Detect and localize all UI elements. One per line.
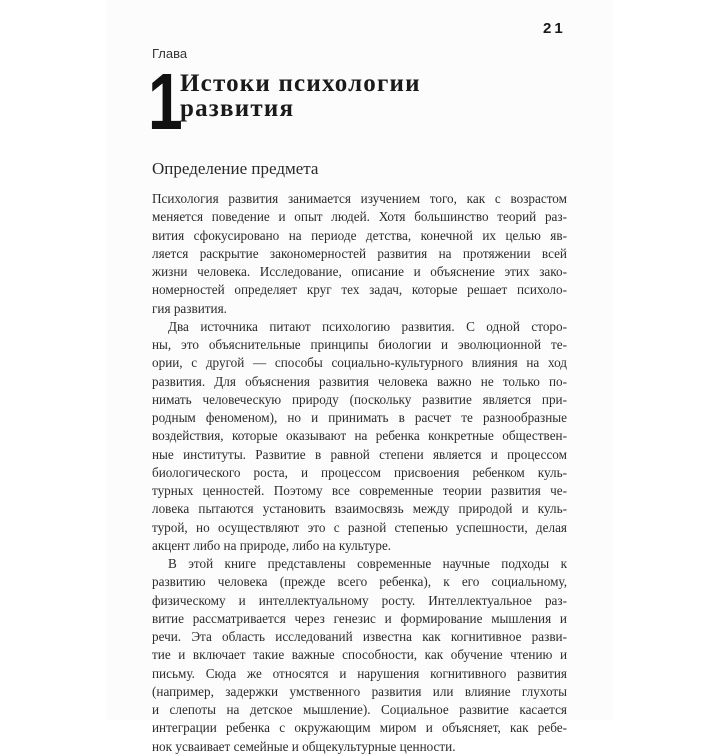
text-line: развитию человека (прежде всего ребенка), к его социальному, [152, 574, 567, 590]
paragraph [152, 318, 567, 555]
text-line: В этой книге представлены современные научные подходы к [168, 556, 567, 571]
chapter-title [180, 71, 421, 121]
text-line: ны, это объяснительные принципы биологии и эволюционной те- [152, 337, 567, 352]
text-line: тие и включает такие важные способности, как обучение чтению и [152, 647, 567, 663]
text-line: ории, с другой — способы социально-культурного влияния на ход [152, 355, 567, 371]
text-line: Два источника питают психологию развития. С одной сторо- [168, 318, 567, 334]
text-line: ляется раскрытие закономерностей развития на протяжении всей [152, 245, 567, 261]
text-line: письму. Сюда же относятся и нарушения когнитивного развития [152, 665, 567, 681]
text-line: речи. Эта область исследований известна как когнитивное разви- [152, 629, 567, 644]
text-line: родным феноменом), но и принимать в расчет те разнообразные [152, 410, 567, 425]
text-line: гия развития. [152, 300, 227, 316]
text-line: ловека пытаются установить взаимосвязь между природой и куль- [152, 501, 567, 517]
text-line: развития. Для объяснения развития человека важно не только по- [152, 373, 567, 389]
text-line: турой, но осуществляют это с разной степенью успешности, делая [152, 519, 567, 535]
text-line: нок усваивает семейные и общекультурные ценности. [152, 738, 456, 754]
section-heading: Определение предмета [152, 159, 319, 178]
text-line: биологического роста, и процессом присвоения ребенком куль- [152, 464, 567, 480]
chapter-title-line: Истоки психологии [180, 70, 421, 97]
text-line: физическому и интеллектуальному росту. Интеллектуальное раз- [152, 592, 567, 608]
text-line: меняется поведение и опыт людей. Хотя большинство теорий раз- [152, 209, 567, 225]
text-line: турных ценностей. Поэтому все современные теории развития че- [152, 483, 567, 498]
chapter-number: 1 [148, 57, 183, 146]
text-line: ные институты. Развитие в равной степени является и процессом [152, 446, 567, 462]
text-line: вития сфокусировано на периоде детства, конечной их целью яв- [152, 227, 567, 243]
text-line: интеграции ребенка с окружающим миром и объясняет, как ребе- [152, 720, 567, 736]
body-text [152, 190, 567, 756]
text-line: и слепоты на детское мышление). Социальное развитие касается [152, 702, 567, 717]
text-line: воздействия, которые оказывают на ребенка конкретные обществен- [152, 428, 567, 444]
text-line: (например, задержки умственного развития или влияние глухоты [152, 683, 567, 699]
text-line: Психология развития занимается изучением того, как с возрастом [152, 191, 567, 206]
text-line: витие рассматривается через генезис и формирование мышления и [152, 610, 567, 626]
text-line: номерностей определяет круг тех задач, которые решает психоло- [152, 282, 567, 298]
chapter-label: Глава [152, 46, 188, 61]
text-line: нимать человеческую природу (поскольку развитие является при- [152, 391, 567, 407]
paragraph [152, 190, 567, 318]
text-line: акцент либо на природе, либо на культуре. [152, 537, 392, 553]
page-number: 21 [543, 20, 566, 37]
chapter-title-line: развития [180, 95, 295, 122]
paragraph [152, 555, 567, 756]
text-line: жизни человека. Исследование, описание и объяснение этих зако- [152, 264, 567, 279]
